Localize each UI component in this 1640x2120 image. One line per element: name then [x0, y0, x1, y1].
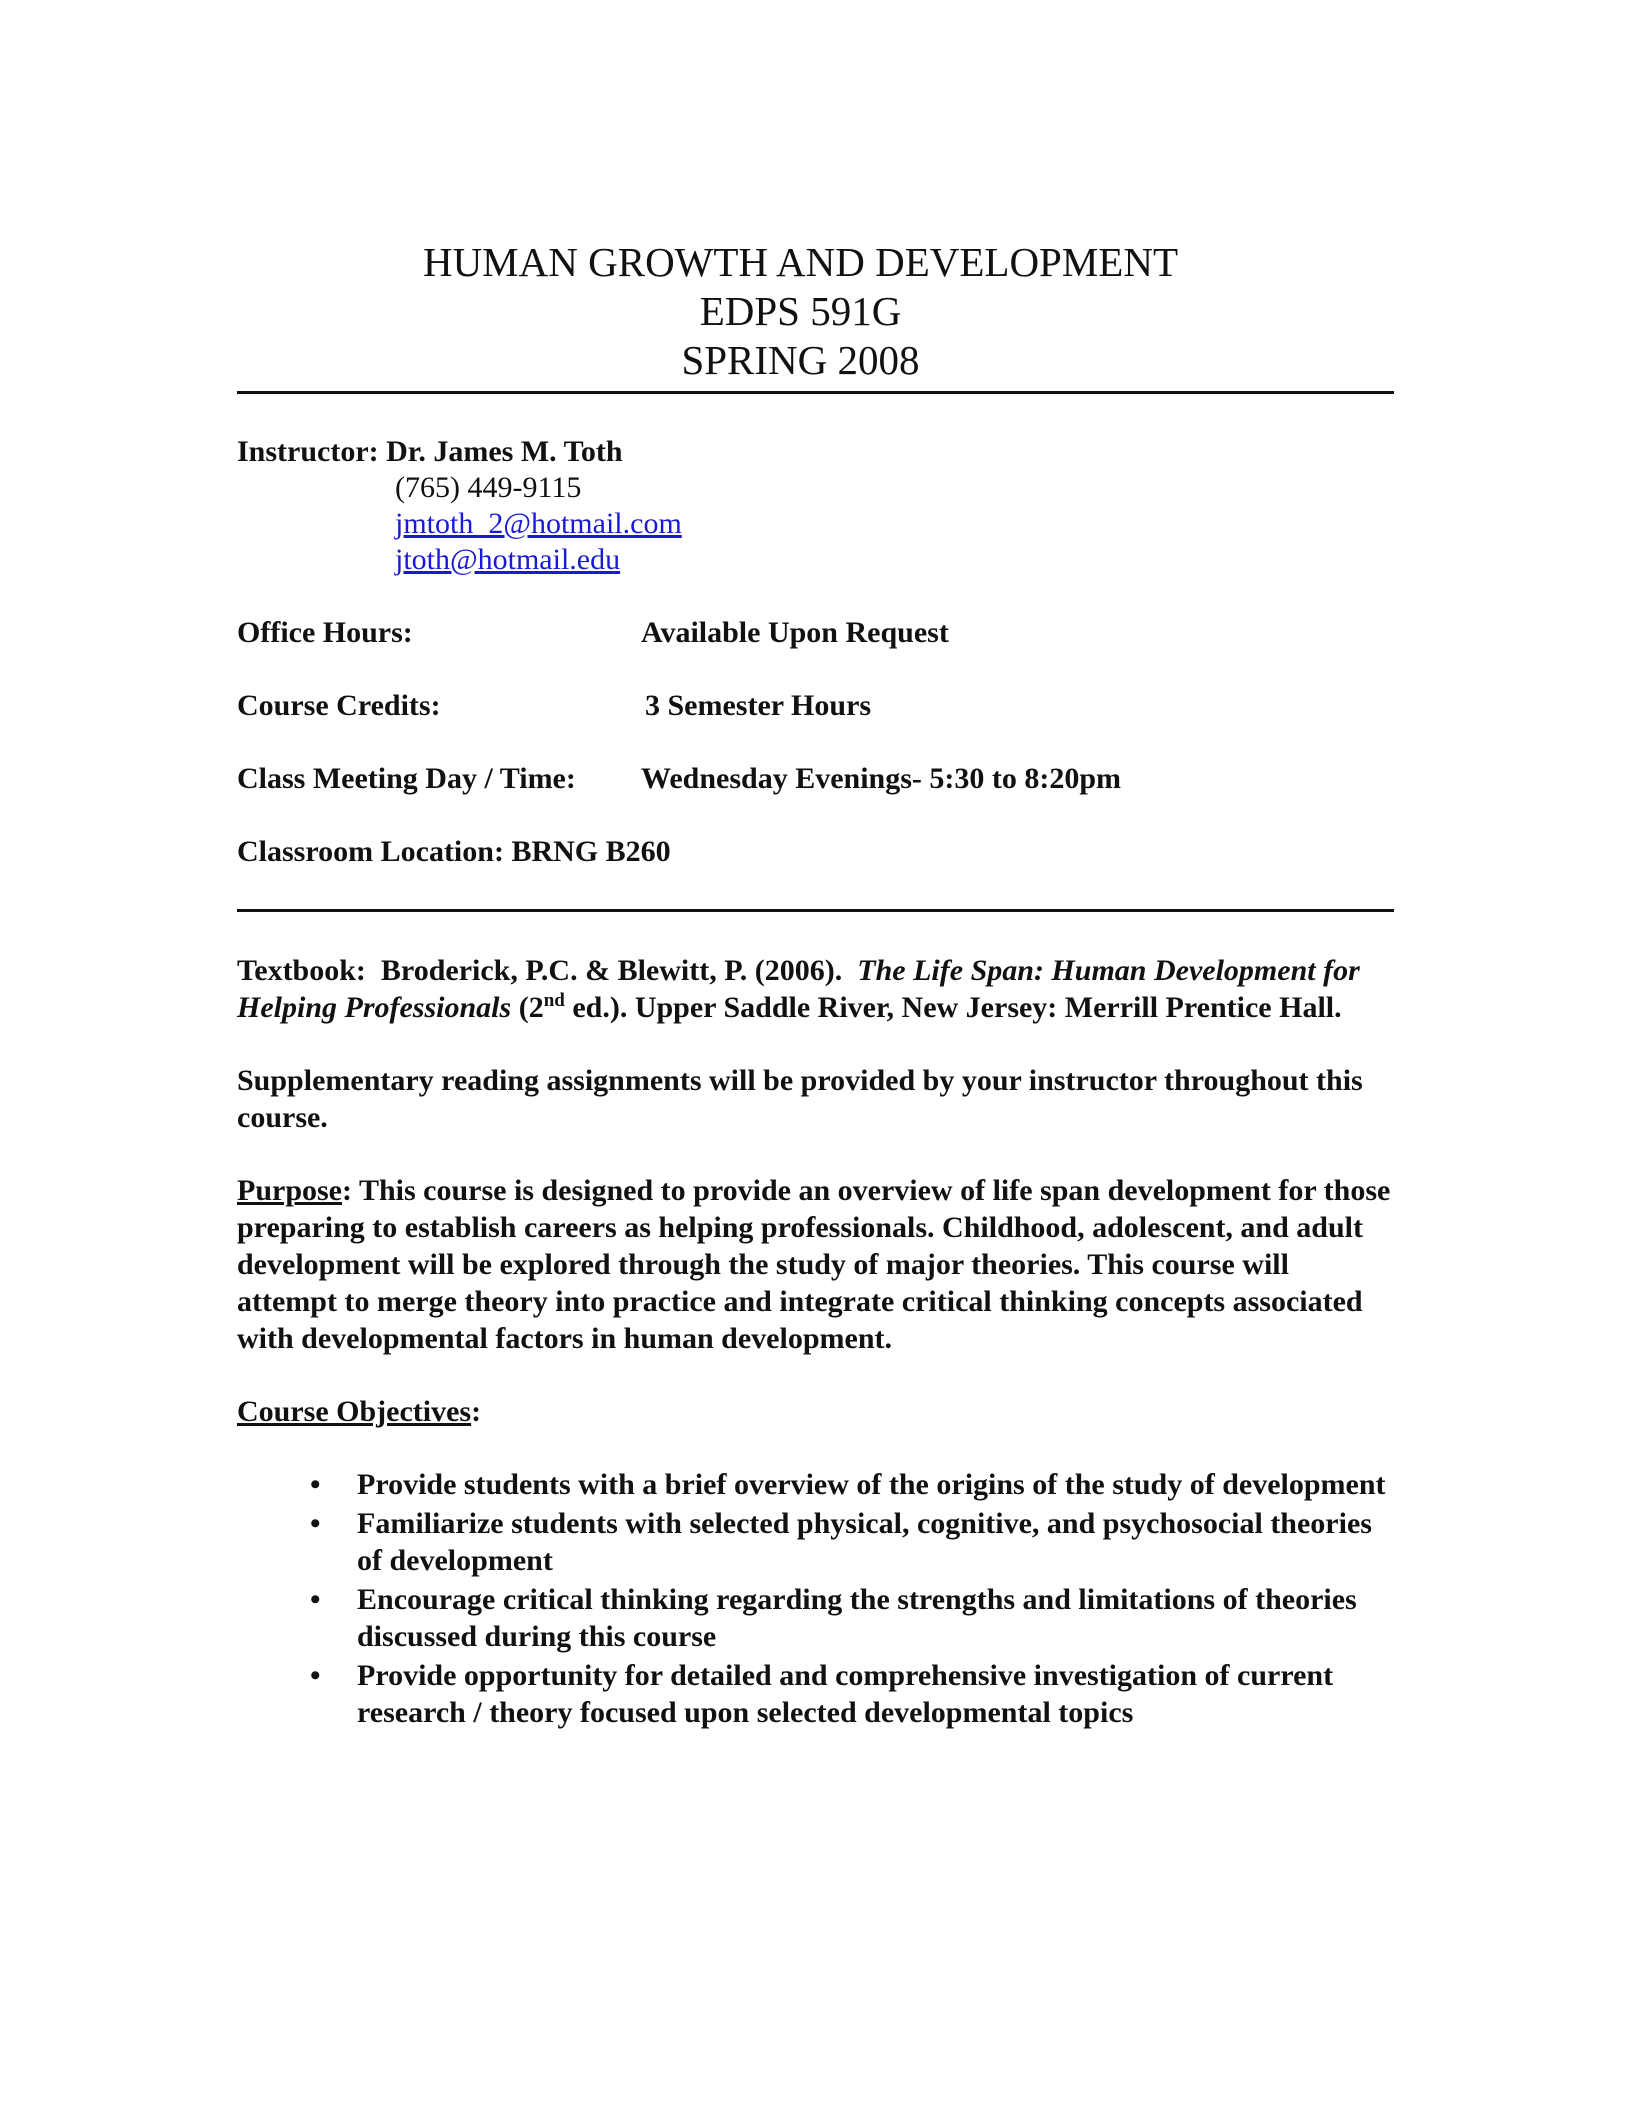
textbook-label: Textbook:: [237, 954, 366, 987]
syllabus-page: [237, 238, 1394, 1733]
textbook-edition-sup: nd: [543, 990, 565, 1011]
classroom-location-row: [237, 834, 1394, 870]
objectives-colon: :: [471, 1395, 482, 1428]
class-meeting-row: [237, 761, 1394, 797]
list-item: [237, 1581, 1394, 1655]
bullet-icon: •: [310, 1468, 321, 1501]
purpose-paragraph: [237, 1172, 1394, 1357]
instructor-label: Instructor:: [237, 435, 379, 468]
office-hours-value: Available Upon Request: [641, 616, 949, 649]
classroom-location-label: Classroom Location:: [237, 835, 504, 868]
objective-text: Provide students with a brief overview of the origins of the study of development: [357, 1468, 1386, 1501]
email-link-hotmail-com[interactable]: jmtoth_2@hotmail.com: [395, 507, 682, 540]
bullet-icon: •: [310, 1659, 321, 1692]
instructor-email-2-row: [237, 542, 1394, 578]
objectives-heading: [237, 1393, 1394, 1430]
course-credits-label: Course Credits:: [237, 689, 441, 722]
instructor-email-1-row: [237, 506, 1394, 542]
purpose-text: : This course is designed to provide an overview of life span development for those preparing to establish careers as helping professionals. Childhood, adolescent, and adult development will be explored through the study of major theories. This course will attempt to merge theory into practice and integrate critical thinking concepts associated with developmental factors in human development.: [237, 1174, 1391, 1355]
instructor-phone: (765) 449-9115: [395, 471, 582, 504]
objective-text: Familiarize students with selected physical, cognitive, and psychosocial theories of development: [357, 1507, 1372, 1577]
instructor-line: [237, 434, 1394, 470]
course-credits-value: 3 Semester Hours: [645, 689, 872, 722]
course-credits-row: [237, 688, 1394, 724]
office-hours-row: [237, 615, 1394, 651]
classroom-location-value: BRNG B260: [511, 835, 671, 868]
objectives-label: Course Objectives: [237, 1395, 472, 1428]
list-item: [237, 1505, 1394, 1579]
textbook-paragraph: [237, 952, 1394, 1026]
course-code: EDPS 591G: [699, 288, 902, 334]
instructor-block: [237, 434, 1394, 578]
bullet-icon: •: [310, 1583, 321, 1616]
textbook-edition: (2: [518, 991, 544, 1024]
course-title-block: [207, 238, 1394, 385]
class-meeting-value: Wednesday Evenings- 5:30 to 8:20pm: [641, 762, 1122, 795]
email-link-hotmail-edu[interactable]: jtoth@hotmail.edu: [395, 543, 621, 576]
textbook-authors: Broderick, P.C. & Blewitt, P. (2006).: [380, 954, 843, 987]
objectives-list: [237, 1466, 1394, 1731]
instructor-name: Dr. James M. Toth: [386, 435, 623, 468]
textbook-publisher: ed.). Upper Saddle River, New Jersey: Merrill Prentice Hall.: [572, 991, 1342, 1024]
top-divider: [237, 391, 1394, 394]
office-hours-label: Office Hours:: [237, 616, 413, 649]
middle-divider: [237, 909, 1394, 912]
objective-text: Encourage critical thinking regarding the strengths and limitations of theories discussed during this course: [357, 1583, 1357, 1653]
supplementary-paragraph: Supplementary reading assignments will be provided by your instructor throughout this course.: [237, 1064, 1363, 1134]
textbook-title: The Life Span: Human Development for Helping Professionals: [237, 954, 1360, 1024]
objective-text: Provide opportunity for detailed and comprehensive investigation of current research / theory focused upon selected developmental topics: [357, 1659, 1334, 1729]
course-title: HUMAN GROWTH AND DEVELOPMENT: [422, 239, 1179, 285]
list-item: [237, 1657, 1394, 1731]
purpose-label: Purpose: [237, 1174, 342, 1207]
bullet-icon: •: [310, 1507, 321, 1540]
class-meeting-label: Class Meeting Day / Time:: [237, 762, 576, 795]
list-item: [237, 1466, 1394, 1503]
course-term: SPRING 2008: [681, 337, 920, 383]
